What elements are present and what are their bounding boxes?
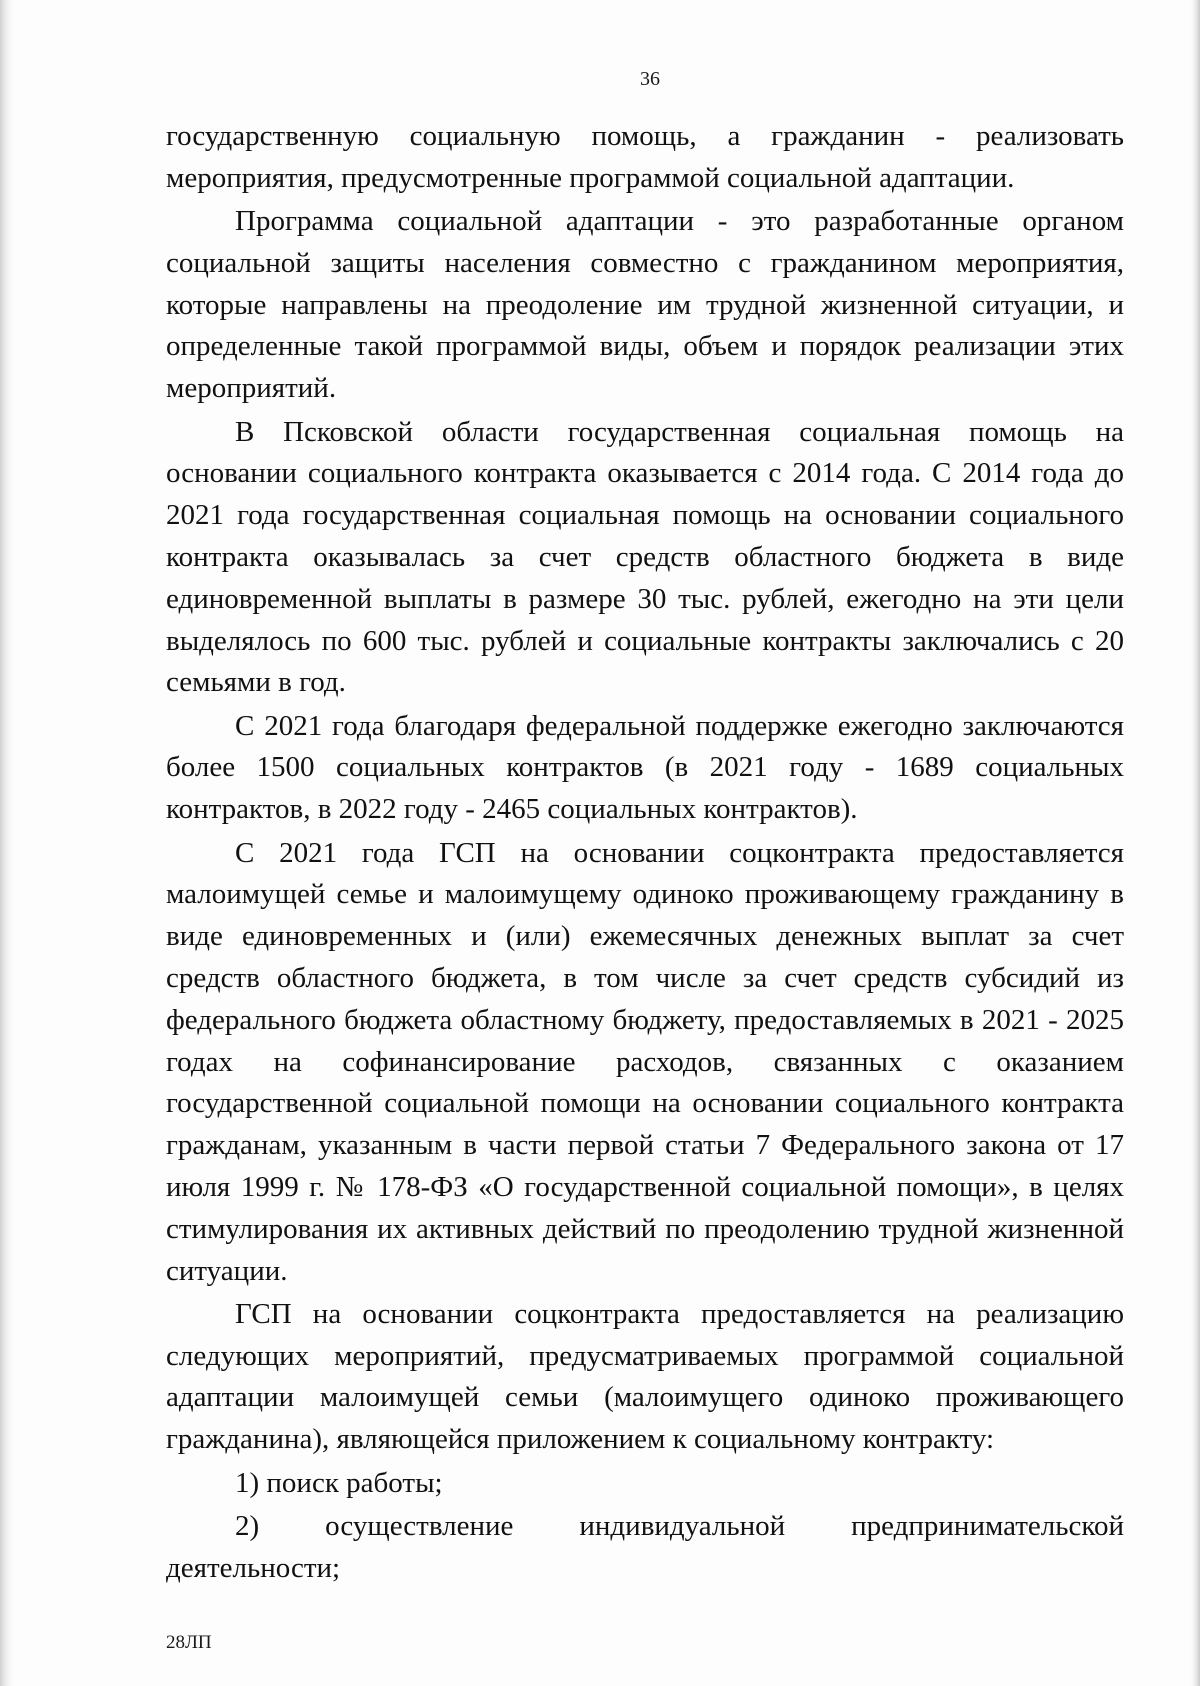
scan-edge-left	[0, 0, 14, 1686]
list-item-entrepreneurship: 2) осуществление индивидуальной предпринимательской деятельности;	[166, 1509, 1124, 1584]
paragraph-pskov-history: В Псковской области государственная социальная помощь на основании социального контракта оказывается с 2014 года. С 2014 года до 2021 года государственная социальная помощь на основании социального контракта оказывалась за счет средств областного бюджета в виде единовременной выплаты в размере 30 тыс. рублей, ежегодно на эти цели выделялось по 600 тыс. рублей и социальные контракты заключались с 20 семьями в год.	[166, 415, 1124, 699]
paragraph-federal-support: С 2021 года благодаря федеральной поддержке ежегодно заключаются более 1500 социальных контрактов (в 2021 году - 1689 социальных контрактов, в 2022 году - 2465 социальных контрактов).	[166, 709, 1124, 826]
document-code: 28ЛП	[166, 1632, 212, 1653]
document-body	[166, 116, 1124, 1591]
paragraph-measures-intro: ГСП на основании соцконтракта предоставляется на реализацию следующих мероприятий, предусматриваемых программой социальной адаптации малоимущей семьи (малоимущего одиноко проживающего гражданина), являющейся приложением к социальному контракту:	[166, 1297, 1124, 1456]
paragraph-program-definition: Программа социальной адаптации - это разработанные органом социальной защиты населения совместно с гражданином мероприятия, которые направлены на преодоление им трудной жизненной ситуации, и определенные такой программой виды, объем и порядок реализации этих мероприятий.	[166, 205, 1124, 405]
paragraph-continuation: государственную социальную помощь, а гражданин - реализовать мероприятия, предусмотренные программой социальной адаптации.	[166, 120, 1124, 194]
scan-edge-right	[1190, 0, 1200, 1686]
paragraph-gsp-provision: С 2021 года ГСП на основании соцконтракта предоставляется малоимущей семье и малоимущему одиноко проживающему гражданину в виде единовременных и (или) ежемесячных денежных выплат за счет средств областного бюджета, в том числе за счет средств субсидий из федерального бюджета областному бюджету, предоставляемых в 2021 - 2025 годах на софинансирование расходов, связанных с оказанием государственной социальной помощи на основании социального контракта гражданам, указанным в части первой статьи 7 Федерального закона от 17 июля 1999 г. № 178-ФЗ «О государственной социальной помощи», в целях стимулирования их активных действий по преодолению трудной жизненной ситуации.	[166, 836, 1124, 1287]
list-item-job-search: 1) поиск работы;	[235, 1466, 443, 1499]
page-number: 36	[640, 68, 660, 90]
